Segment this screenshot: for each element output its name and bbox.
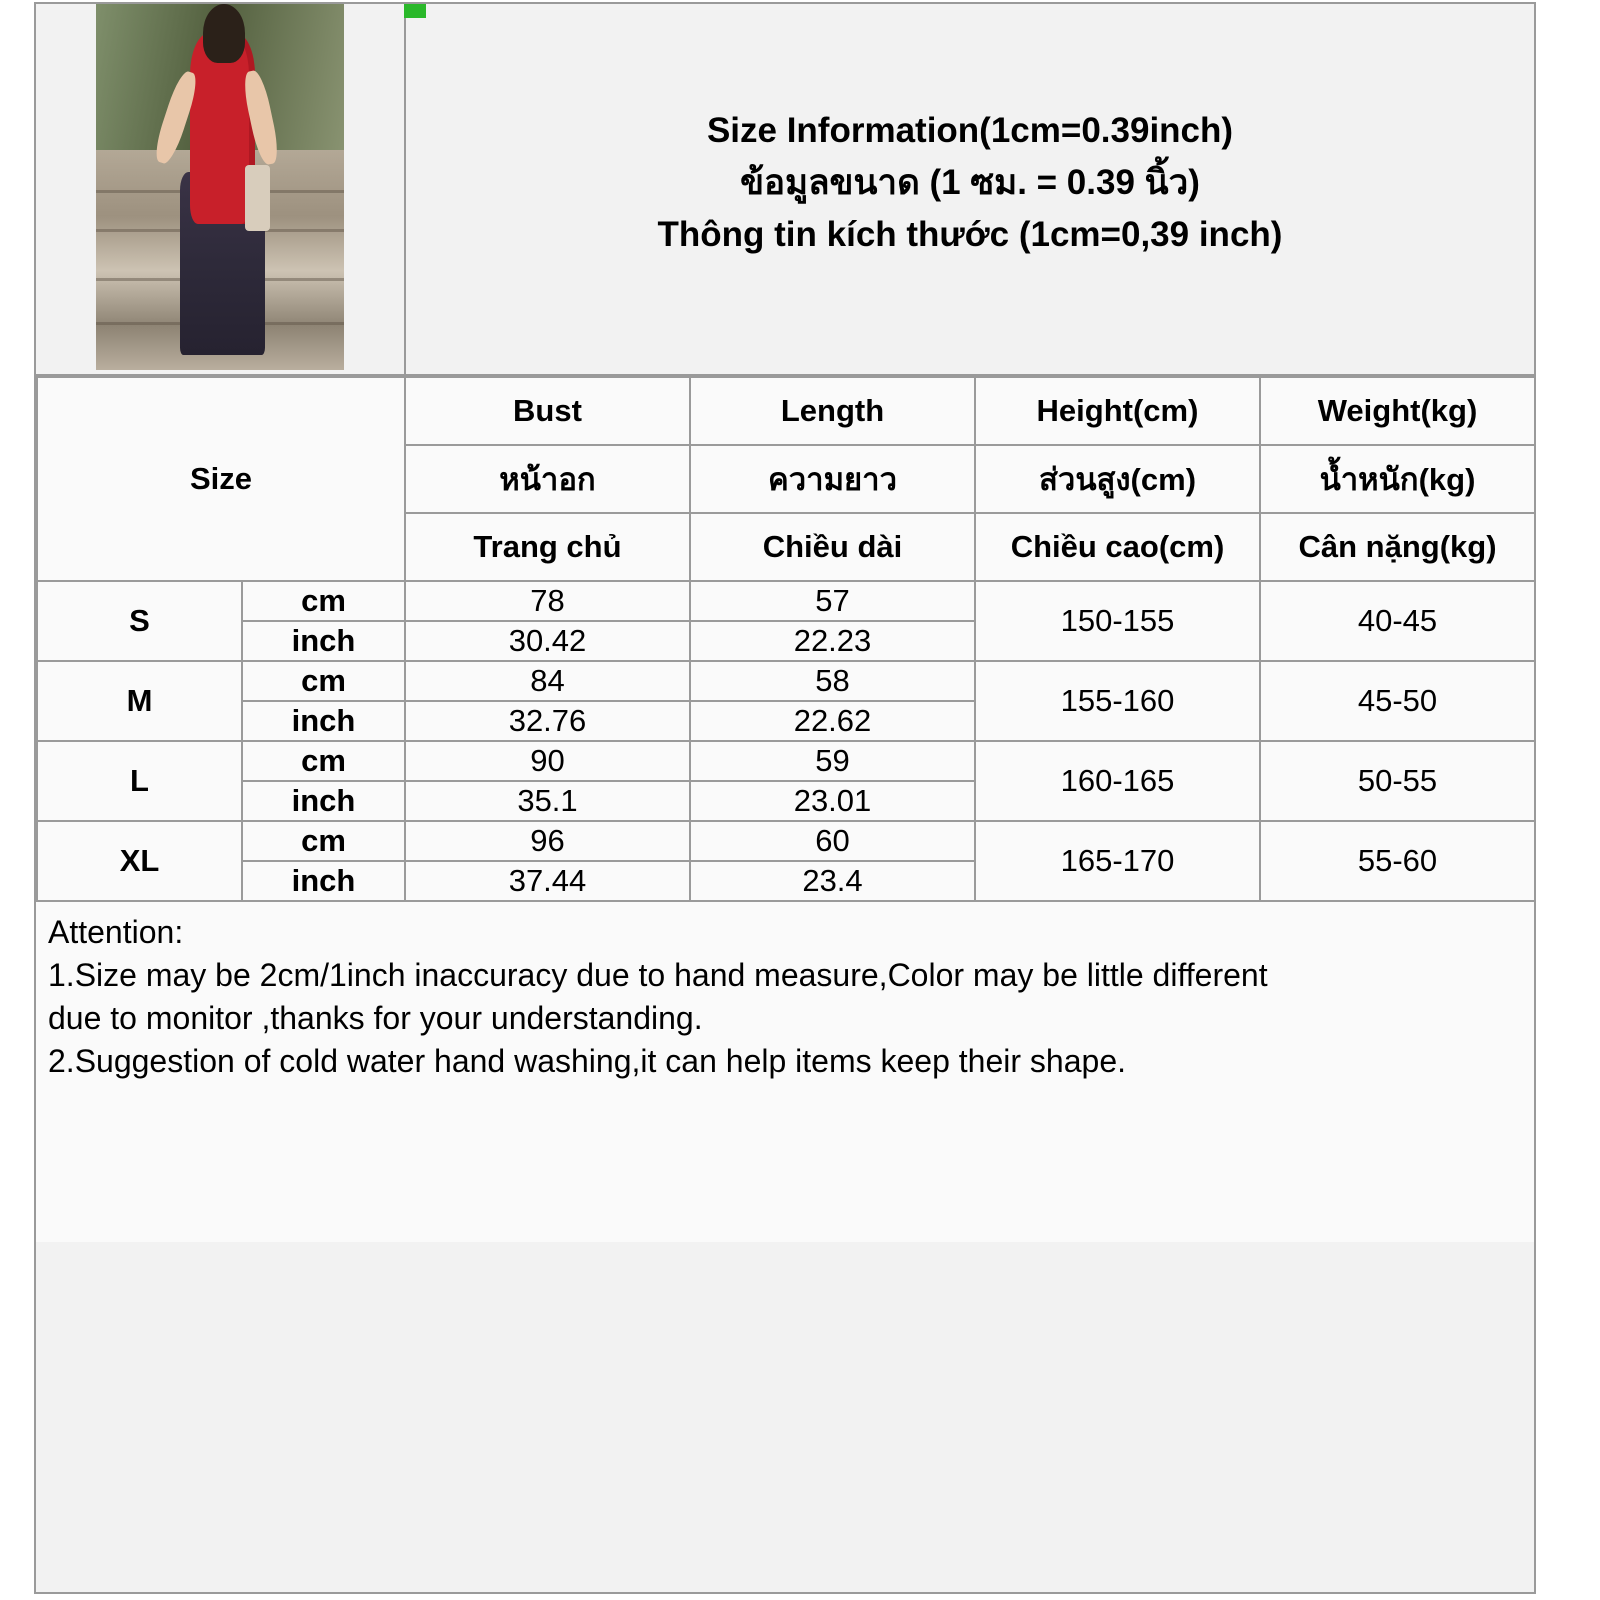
product-photo-cell: [36, 4, 406, 374]
m-weight: 45-50: [1260, 661, 1535, 741]
l-length-inch: 23.01: [690, 781, 975, 821]
unit-cm: cm: [242, 821, 405, 861]
col-bust-en: Bust: [405, 377, 690, 445]
m-height: 155-160: [975, 661, 1260, 741]
row-size-l: L: [37, 741, 242, 821]
unit-inch: inch: [242, 781, 405, 821]
m-length-cm: 58: [690, 661, 975, 701]
xl-bust-cm: 96: [405, 821, 690, 861]
xl-bust-inch: 37.44: [405, 861, 690, 901]
l-height: 160-165: [975, 741, 1260, 821]
table-header-row-en: [37, 377, 1535, 445]
m-bust-cm: 84: [405, 661, 690, 701]
title-line-en: Size Information(1cm=0.39inch): [706, 111, 1234, 151]
col-bust-th: หน้าอก: [405, 445, 690, 513]
attention-line-1: 1.Size may be 2cm/1inch inaccuracy due to hand measure,Color may be little different: [48, 956, 1268, 993]
col-bust-vi: Trang chủ: [405, 513, 690, 581]
l-bust-inch: 35.1: [405, 781, 690, 821]
l-length-cm: 59: [690, 741, 975, 781]
unit-cm: cm: [242, 581, 405, 621]
col-length-th: ความยาว: [690, 445, 975, 513]
row-size-s: S: [37, 581, 242, 661]
col-length-vi: Chiều dài: [690, 513, 975, 581]
col-weight-vi: Cân nặng(kg): [1260, 513, 1535, 581]
table-row: [37, 661, 1535, 701]
title-line-th: ข้อมูลขนาด (1 ซม. = 0.39 นิ้ว): [740, 163, 1200, 203]
size-table: [36, 376, 1536, 902]
col-weight-en: Weight(kg): [1260, 377, 1535, 445]
s-height: 150-155: [975, 581, 1260, 661]
s-weight: 40-45: [1260, 581, 1535, 661]
unit-cm: cm: [242, 741, 405, 781]
title-line-vi: Thông tin kích thước (1cm=0,39 inch): [657, 214, 1283, 254]
col-height-th: ส่วนสูง(cm): [975, 445, 1260, 513]
green-marker: [404, 4, 426, 18]
size-chart-sheet: [34, 2, 1536, 1594]
col-weight-th: น้ำหนัก(kg): [1260, 445, 1535, 513]
xl-height: 165-170: [975, 821, 1260, 901]
table-row: [37, 821, 1535, 861]
col-height-vi: Chiều cao(cm): [975, 513, 1260, 581]
title-block: [406, 4, 1534, 374]
s-bust-inch: 30.42: [405, 621, 690, 661]
l-bust-cm: 90: [405, 741, 690, 781]
l-weight: 50-55: [1260, 741, 1535, 821]
row-size-xl: XL: [37, 821, 242, 901]
s-bust-cm: 78: [405, 581, 690, 621]
model-photo: [96, 4, 344, 370]
unit-inch: inch: [242, 621, 405, 661]
size-header-cell: Size: [37, 377, 405, 581]
attention-title: Attention:: [48, 914, 184, 950]
table-row: [37, 581, 1535, 621]
header-band: [36, 4, 1534, 376]
m-bust-inch: 32.76: [405, 701, 690, 741]
m-length-inch: 22.62: [690, 701, 975, 741]
attention-block: [36, 902, 1534, 1242]
photo-model-hair: [203, 4, 245, 63]
s-length-cm: 57: [690, 581, 975, 621]
row-size-m: M: [37, 661, 242, 741]
xl-weight: 55-60: [1260, 821, 1535, 901]
unit-cm: cm: [242, 661, 405, 701]
unit-inch: inch: [242, 701, 405, 741]
attention-line-3: 2.Suggestion of cold water hand washing,it can help items keep their shape.: [48, 1042, 1126, 1079]
s-length-inch: 22.23: [690, 621, 975, 661]
unit-inch: inch: [242, 861, 405, 901]
photo-model-bag: [245, 165, 270, 231]
attention-line-2: due to monitor ,thanks for your understanding.: [48, 999, 703, 1036]
col-length-en: Length: [690, 377, 975, 445]
xl-length-cm: 60: [690, 821, 975, 861]
col-height-en: Height(cm): [975, 377, 1260, 445]
xl-length-inch: 23.4: [690, 861, 975, 901]
table-row: [37, 741, 1535, 781]
